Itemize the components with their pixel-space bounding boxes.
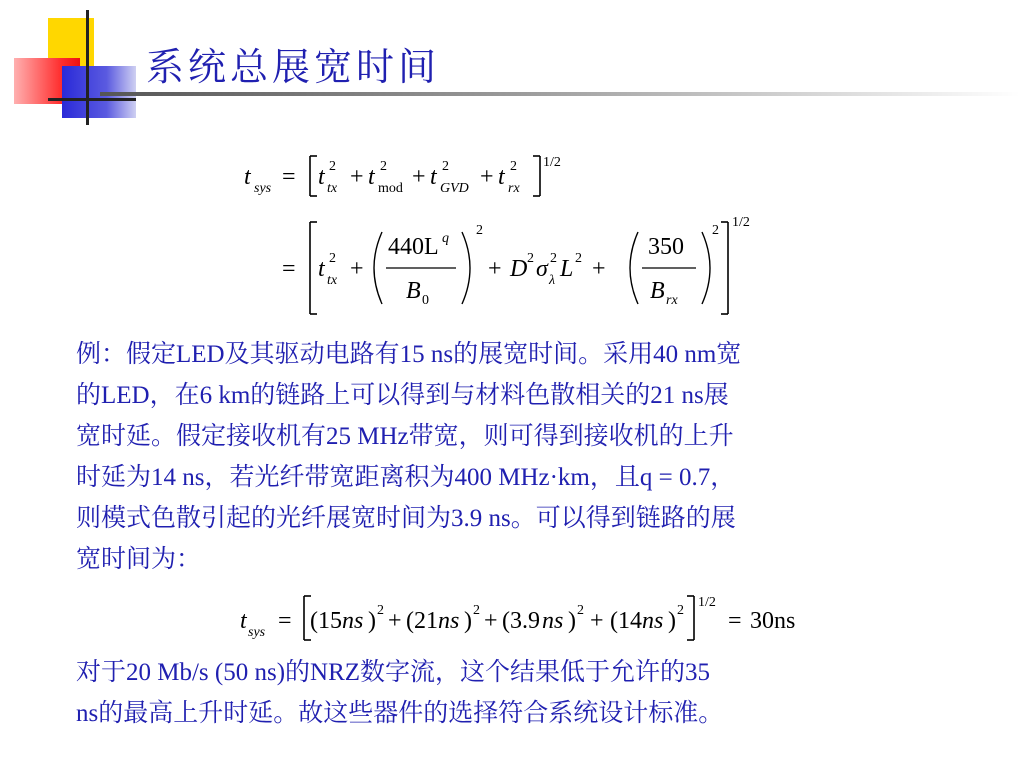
paren-right-2: [702, 232, 710, 304]
svg-text:+: +: [412, 164, 426, 190]
lhs-sub: sys: [254, 181, 272, 196]
value-3-9: 3.9: [510, 608, 540, 634]
svg-text:2: 2: [712, 223, 719, 238]
svg-text:2: 2: [329, 159, 336, 174]
svg-text:): ): [568, 608, 576, 634]
svg-text:2: 2: [377, 603, 384, 618]
svg-text:mod: mod: [378, 181, 403, 196]
svg-text:2: 2: [510, 159, 517, 174]
svg-text:GVD: GVD: [440, 181, 469, 196]
svg-text:t: t: [318, 256, 325, 282]
result-value: 30ns: [750, 608, 796, 634]
equals-sign: =: [282, 164, 296, 190]
svg-text:sys: sys: [248, 625, 266, 640]
svg-text:+: +: [590, 608, 604, 634]
deco-horizontal-line: [48, 98, 136, 101]
svg-text:1/2: 1/2: [732, 215, 750, 230]
term-tmod: t: [368, 164, 375, 190]
value-15: 15: [318, 608, 342, 634]
frac2-numerator: 350: [648, 234, 684, 260]
svg-text:tx: tx: [327, 273, 338, 288]
lhs-t: t: [244, 164, 251, 190]
text-line: 宽时延。假定接收机有25 MHz带宽，则可得到接收机的上升: [76, 423, 734, 450]
text-line: 的LED，在6 km的链路上可以得到与材料色散相关的21 ns展: [76, 382, 729, 409]
paren-right-1: [462, 232, 470, 304]
svg-text:ns: ns: [342, 608, 364, 634]
svg-text:+: +: [350, 256, 364, 282]
svg-text:q: q: [442, 231, 449, 246]
svg-text:(: (: [610, 608, 618, 634]
svg-text:2: 2: [476, 223, 483, 238]
svg-text:ns: ns: [438, 608, 460, 634]
svg-text:+: +: [488, 256, 502, 282]
svg-text:2: 2: [329, 251, 336, 266]
paren-left-1: [374, 232, 382, 304]
svg-text:(: (: [502, 608, 510, 634]
svg-text:(: (: [310, 608, 318, 634]
svg-text:ns: ns: [542, 608, 564, 634]
svg-text:λ: λ: [549, 273, 556, 288]
svg-text:+: +: [480, 164, 494, 190]
frac1-denominator: B: [406, 278, 421, 304]
svg-text:σ: σ: [536, 256, 548, 282]
dispersion-term: D: [510, 256, 528, 282]
text-line: 宽时间为：: [76, 546, 202, 573]
text-line: 时延为14 ns，若光纤带宽距离积为400 MHz·km，且q = 0.7，: [76, 464, 736, 491]
svg-text:2: 2: [442, 159, 449, 174]
term-ttx: t: [318, 164, 325, 190]
conclusion-paragraph: [76, 652, 988, 734]
page-title: 系统总展宽时间: [146, 45, 441, 89]
svg-text:(: (: [406, 608, 414, 634]
paren-left-2: [630, 232, 638, 304]
link-rise-time-calculation: [230, 588, 850, 648]
frac1-numerator: 440L: [388, 234, 439, 260]
svg-text:): ): [464, 608, 472, 634]
svg-text:2: 2: [380, 159, 387, 174]
svg-text:rx: rx: [508, 181, 520, 196]
svg-text:+: +: [350, 164, 364, 190]
svg-text:): ): [368, 608, 376, 634]
power-half: 1/2: [543, 155, 561, 170]
svg-text:L: L: [560, 256, 574, 282]
frac2-denominator: B: [650, 278, 665, 304]
text-line: 对于20 Mb/s (50 ns)的NRZ数字流，这个结果低于允许的35: [76, 659, 711, 686]
svg-text:2: 2: [550, 251, 557, 266]
svg-text:2: 2: [577, 603, 584, 618]
title-underline: [100, 92, 1020, 96]
term-tgvd: t: [430, 164, 437, 190]
svg-text:=: =: [278, 608, 292, 634]
svg-text:=: =: [728, 608, 742, 634]
term-trx: t: [498, 164, 505, 190]
svg-text:=: =: [282, 256, 296, 282]
corner-decoration: [0, 0, 140, 130]
svg-text:rx: rx: [666, 293, 678, 308]
svg-text:2: 2: [677, 603, 684, 618]
svg-text:2: 2: [473, 603, 480, 618]
svg-text:t: t: [240, 608, 247, 634]
text-line: 则模式色散引起的光纤展宽时间为3.9 ns。可以得到链路的展: [76, 505, 736, 532]
svg-text:ns: ns: [642, 608, 664, 634]
svg-text:1/2: 1/2: [698, 595, 716, 610]
example-paragraph: [76, 334, 988, 580]
svg-text:2: 2: [527, 251, 534, 266]
deco-vertical-line: [86, 10, 89, 125]
text-line: ns的最高上升时延。故这些器件的选择符合系统设计标准。: [76, 700, 724, 727]
svg-text:+: +: [388, 608, 402, 634]
svg-text:tx: tx: [327, 181, 338, 196]
text-line: 例：假定LED及其驱动电路有15 ns的展宽时间。采用40 nm宽: [76, 341, 742, 368]
svg-text:+: +: [592, 256, 606, 282]
value-14: 14: [618, 608, 642, 634]
svg-text:): ): [668, 608, 676, 634]
svg-text:0: 0: [422, 293, 429, 308]
system-rise-time-formula: [230, 140, 790, 320]
svg-text:+: +: [484, 608, 498, 634]
svg-text:2: 2: [575, 251, 582, 266]
value-21: 21: [414, 608, 438, 634]
